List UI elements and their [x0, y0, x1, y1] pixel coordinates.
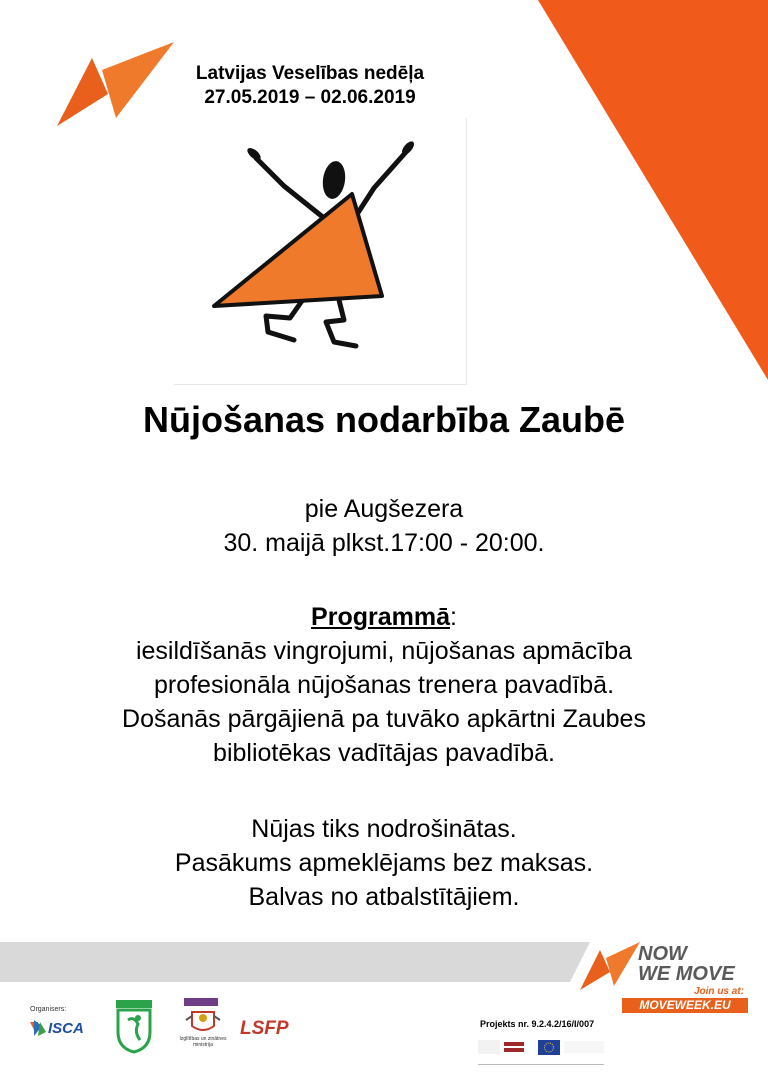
event-dates: 27.05.2019 – 02.06.2019 [204, 87, 416, 108]
program-heading-line [0, 600, 768, 634]
program-line: profesionāla nūjošanas trenera pavadībā. [153, 671, 615, 699]
isca-text: ISCA [48, 1020, 84, 1037]
nwm-join-text: Join us at: [693, 986, 744, 997]
lsfp-text: LSFP [240, 1018, 289, 1039]
venue-time: 30. maijā plkst.17:00 - 20:00. [223, 529, 545, 557]
nwm-line2: WE MOVE [638, 963, 735, 985]
project-number: Projekts nr. 9.2.4.2/16/I/007 [480, 1019, 595, 1029]
ltsa-logo [114, 998, 154, 1054]
note-line: Pasākums apmeklējams bez maksas. [174, 849, 594, 877]
ministry-crest-icon [178, 998, 228, 1038]
program-heading-colon: : [450, 603, 457, 631]
page-title: Nūjošanas nodarbība Zaubē [142, 399, 626, 440]
jumping-figure-illustration [174, 118, 467, 385]
event-header [160, 62, 460, 110]
corner-triangle-decoration [538, 0, 768, 380]
notes-block [0, 812, 768, 914]
note-line: Nūjas tiks nodrošinātas. [251, 815, 517, 843]
now-we-move-logo [578, 936, 753, 1016]
ministry-text: Izglītības un zinātnes ministrija [179, 1036, 227, 1048]
moveweek-site-label: MOVEWEEK.EU [622, 998, 748, 1013]
moveweek-logo-mark [52, 40, 177, 128]
isca-logo [28, 1018, 100, 1040]
ministry-logo [178, 998, 228, 1050]
note-line: Balvas no atbalstītājiem. [248, 883, 520, 911]
program-heading: Programmā [311, 603, 450, 631]
now-we-move-mark-icon [578, 940, 642, 992]
program-line: iesildīšanās vingrojumi, nūjošanas apmācība [135, 637, 633, 665]
program-block [0, 600, 768, 770]
program-line: bibliotēkas vadītājas pavadībā. [213, 739, 555, 767]
venue-place: pie Augšezera [304, 495, 464, 523]
nwm-line1: NOW [638, 943, 687, 965]
organisers-label: Organisers: [30, 1006, 67, 1013]
lsfp-logo [240, 1018, 316, 1044]
program-line: Došanās pārgājienā pa tuvāko apkārtni Zaubes [122, 705, 646, 733]
ltsa-shield-icon [114, 998, 154, 1054]
footer-gray-band [0, 942, 590, 982]
venue-block [0, 492, 768, 560]
event-name: Latvijas Veselības nedēļa [195, 63, 425, 84]
eu-funding-logos [478, 1036, 628, 1074]
